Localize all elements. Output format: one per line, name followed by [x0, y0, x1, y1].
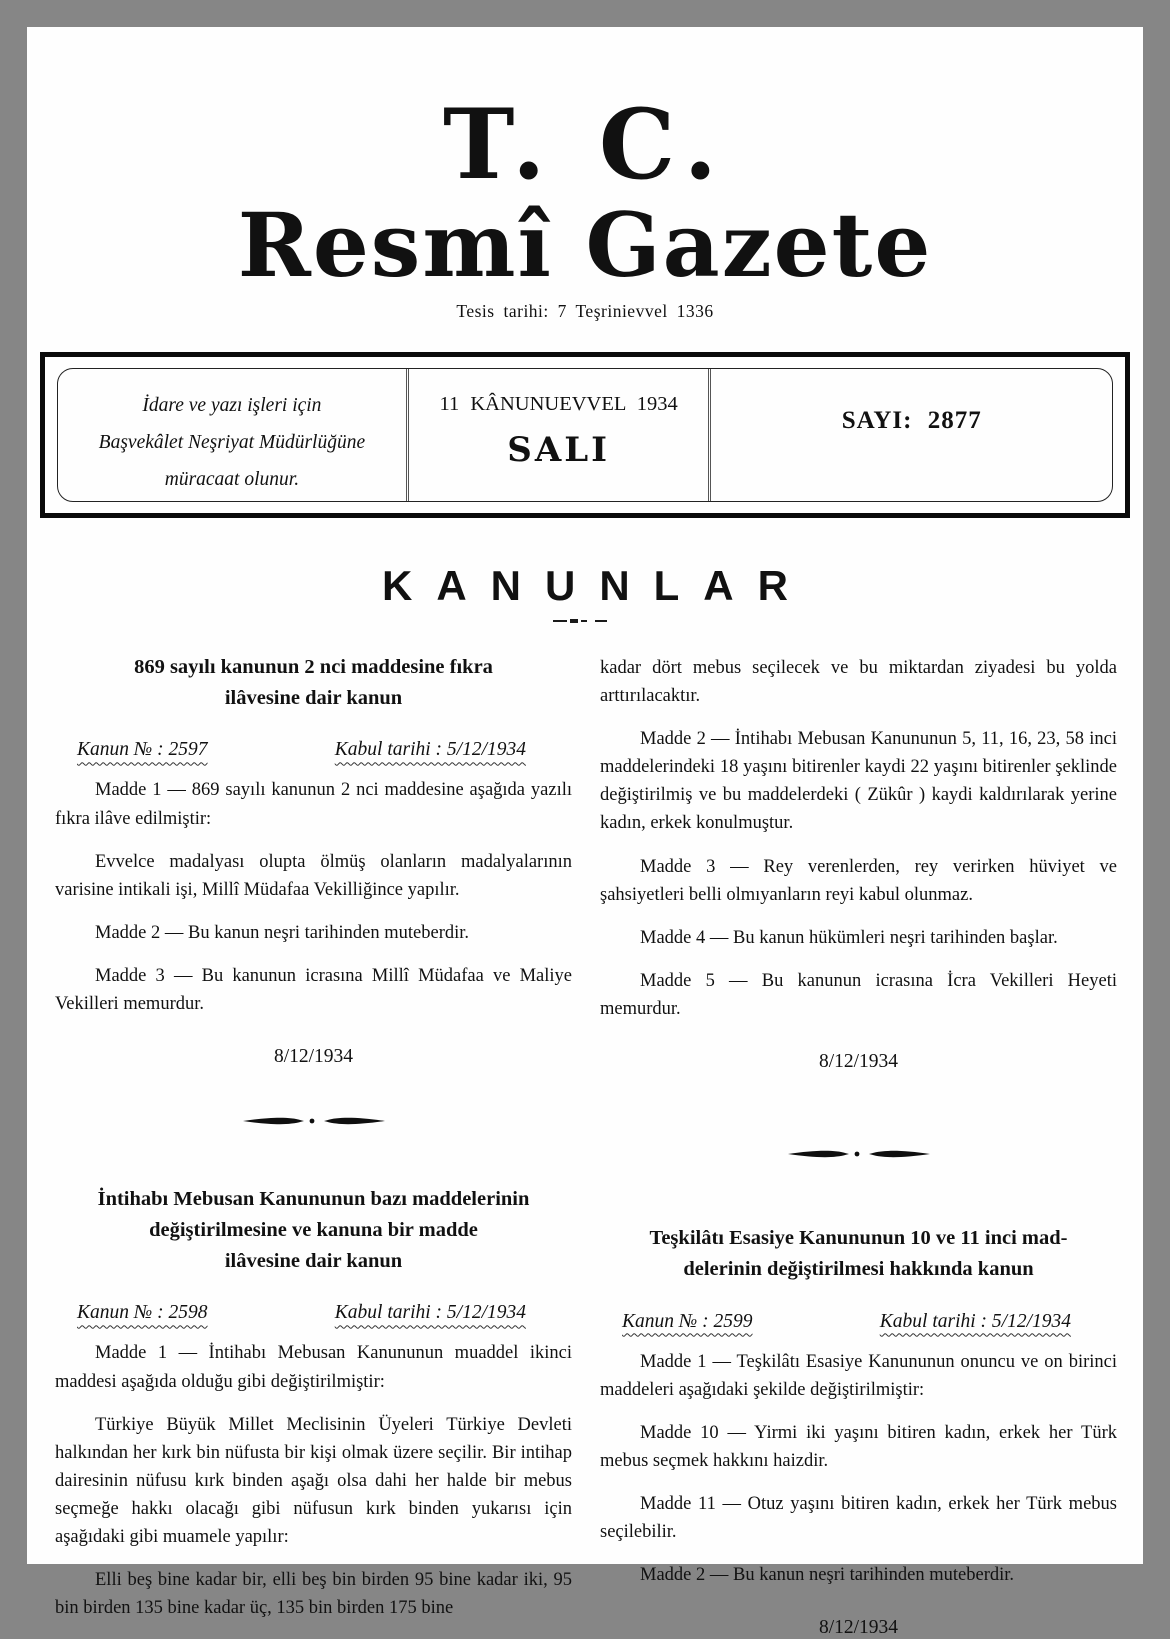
founding-date: Tesis tarihi: 7 Teşrinievvel 1336	[456, 300, 714, 321]
law-title-line: ilâvesine dair kanun	[224, 1249, 403, 1272]
law-title-line: ilâvesine dair kanun	[224, 686, 403, 709]
law-meta-2598	[77, 1302, 526, 1324]
issue-info-box	[40, 352, 1130, 518]
issue-info-box-inner	[57, 368, 1113, 502]
law-paragraph: Madde 5 — Bu kanunun icrasına İcra Vekilleri Heyeti memurdur.	[600, 970, 1117, 1019]
admin-line: İdare ve yazı işleri için	[142, 394, 322, 416]
issue-number: SAYI: 2877	[841, 406, 982, 434]
law-title-line: değiştirilmesine ve kanuna bir madde	[149, 1218, 478, 1241]
right-column	[600, 652, 1117, 1639]
admin-line: müracaat olunur.	[164, 469, 300, 490]
law-accepted-date: Kabul tarihi : 5/12/1934	[334, 1302, 526, 1324]
issue-date: 11 KÂNUNUEVVEL 1934	[439, 392, 678, 415]
law-signature-date: 8/12/1934	[818, 1051, 899, 1073]
divider-ornament-icon	[600, 1147, 1117, 1165]
law-paragraph: Türkiye Büyük Millet Meclisinin Üyeleri Türkiye Devleti halkından her kırk bin nüfusta bir kişi olmak üzere seçilir. Bir intihap dairesinin nüfusu kırk binden aşağı olsa dahi her halde bir mebus seçmeğe hakkı olacağı gibi nüfusun kırk binden yukarısı için aşağıdaki gibi muamele yapılır:	[55, 1414, 572, 1548]
law-paragraph: Madde 11 — Otuz yaşını bitiren kadın, erkek her Türk mebus seçilebilir.	[600, 1494, 1117, 1543]
law-paragraph: Madde 1 — İntihabı Mebusan Kanununun muaddel ikinci maddesi aşağıda olduğu gibi değiştirilmiştir:	[55, 1343, 572, 1392]
law-number: Kanun № : 2598	[77, 1302, 208, 1324]
law-paragraph: Madde 1 — Teşkilâtı Esasiye Kanununun onuncu ve on birinci maddeleri aşağıdaki şekilde değiştirilmiştir:	[600, 1351, 1117, 1400]
law-accepted-date: Kabul tarihi : 5/12/1934	[879, 1310, 1071, 1332]
law-title-line: İntihabı Mebusan Kanununun bazı maddelerinin	[97, 1188, 530, 1211]
law-paragraph: Evvelce madalyası olupta ölmüş olanların madalyalarının varisine intikali işi, Millî Müdafaa Vekilliğince yapılır.	[55, 851, 572, 900]
law-title-line: delerinin değiştirilmesi hakkında kanun	[683, 1257, 1034, 1280]
section-underline-ornament-icon	[27, 612, 1143, 630]
law-meta-2599	[622, 1311, 1071, 1333]
left-column	[55, 652, 572, 1639]
law-paragraph-continuation: kadar dört mebus seçilecek ve bu miktardan ziyadesi bu yolda arttırılacaktır.	[600, 657, 1117, 707]
law-title-2599	[600, 1223, 1117, 1285]
law-title-2598	[55, 1184, 572, 1276]
masthead	[27, 27, 1143, 322]
admin-line: Başvekâlet Neşriyat Müdürlüğüne	[98, 431, 366, 453]
law-paragraph: Elli beş bine kadar bir, elli beş bin birden 95 bine kadar iki, 95 bin birden 135 bine kadar üç, 135 bin birden 175 bine	[55, 1570, 572, 1619]
law-paragraph: Madde 4 — Bu kanun hükümleri neşri tarihinden başlar.	[640, 927, 1058, 948]
issue-day: SALI	[507, 429, 611, 470]
divider-ornament-icon	[55, 1114, 572, 1132]
masthead-tc: T. C.	[442, 88, 728, 201]
law-paragraph: Madde 2 — Bu kanun neşri tarihinden muteberdir.	[95, 922, 470, 943]
law-title-2597	[55, 652, 572, 714]
law-paragraph: Madde 10 — Yirmi iki yaşını bitiren kadın, erkek her Türk mebus seçmek hakkını haizdir.	[600, 1422, 1117, 1471]
issue-date-cell	[406, 369, 712, 501]
law-paragraph: Madde 2 — İntihabı Mebusan Kanununun 5, 11, 16, 23, 58 inci maddelerindeki 18 yaşını bitirenler kaydi 22 yaşını bitirenler şeklinde değiştirilmiş ve bu maddelerdeki ( Zükûr ) kaydi kaldırılarak yerine kadın, erkek konulmuştur.	[600, 729, 1117, 834]
law-accepted-date: Kabul tarihi : 5/12/1934	[334, 739, 526, 761]
law-title-line: Teşkilâtı Esasiye Kanununun 10 ve 11 inci mad-	[649, 1227, 1068, 1250]
section-title: KANUNLAR	[382, 561, 812, 609]
law-paragraph: Madde 2 — Bu kanun neşri tarihinden muteberdir.	[640, 1565, 1015, 1586]
law-meta-2597	[77, 739, 526, 761]
content-columns	[27, 630, 1143, 1639]
law-number: Kanun № : 2597	[77, 739, 208, 761]
law-paragraph: Madde 1 — 869 sayılı kanunun 2 nci maddesine aşağıda yazılı fıkra ilâve edilmiştir:	[55, 780, 572, 829]
law-paragraph: Madde 3 — Bu kanunun icrasına Millî Müdafaa ve Maliye Vekilleri memurdur.	[55, 965, 572, 1015]
admin-contact-cell	[58, 369, 406, 501]
issue-number-cell	[711, 369, 1112, 501]
law-number: Kanun № : 2599	[622, 1310, 753, 1332]
law-signature-date: 8/12/1934	[273, 1046, 354, 1068]
law-paragraph: Madde 3 — Rey verenlerden, rey verirken hüviyet ve şahsiyetleri belli olmıyanların reyi kabul olunmaz.	[600, 856, 1117, 905]
masthead-title: Resmî Gazete	[237, 192, 933, 297]
law-title-line: 869 sayılı kanunun 2 nci maddesine fıkra	[134, 655, 493, 678]
law-signature-date: 8/12/1934	[818, 1617, 899, 1639]
gazette-page	[27, 27, 1143, 1639]
